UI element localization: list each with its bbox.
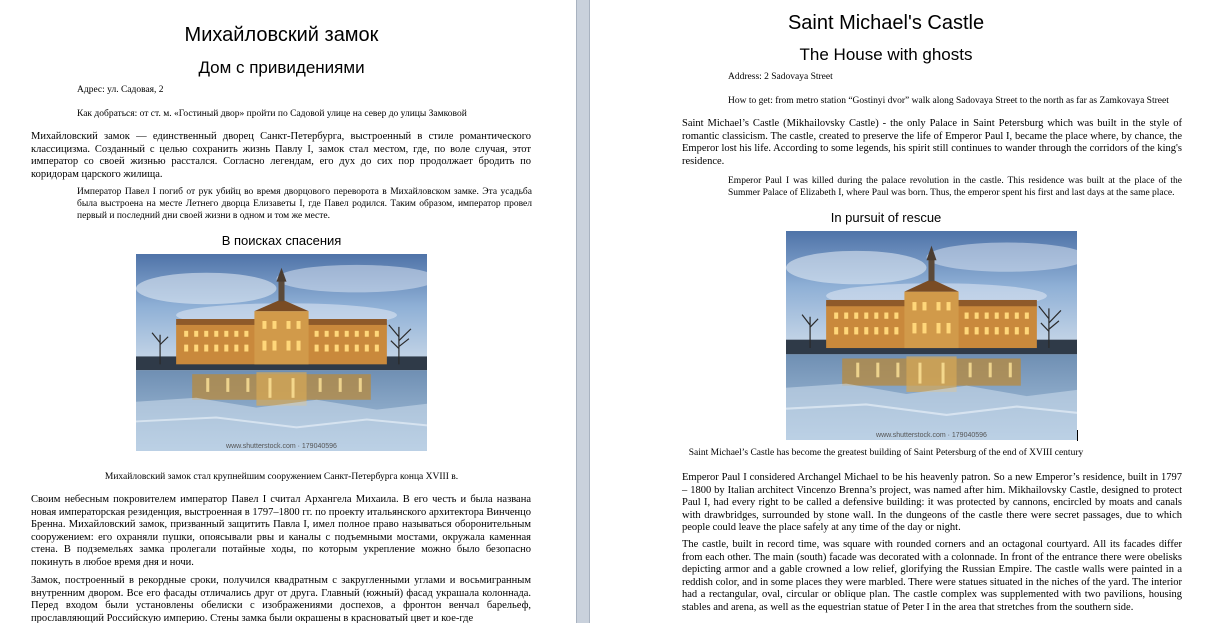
quote-paragraph: Emperor Paul I was killed during the palace revolution in the castle. This residence was built at the place of the Summer Palace of Elizabeth I, where Paul was born. Thus, the emperor spent his first and last days at the same place. [728,176,1182,198]
castle-photo [136,254,427,451]
image-watermark: www.shutterstock.com · 179040596 [876,432,987,439]
section-heading: В поисках спасения [221,233,342,248]
text-cursor [1077,430,1078,441]
image-caption: Saint Michael’s Castle has become the greatest building of Saint Petersburg of the end of XVIII century [688,448,1084,458]
castle-photo [786,231,1077,440]
quote-paragraph: Император Павел I погиб от рук убийц во время дворцового переворота в Михайловском замке. Эта усадьба была выстроена на месте Летнего дворца Елизаветы I, где Павел родился. Таким образом, император провел первый и последний дни своей жизни в одном и том же месте. [77,187,532,221]
english-document-pane[interactable] [590,0,1205,623]
page-subtitle: The House with ghosts [799,45,973,64]
intro-paragraph: Saint Michael’s Castle (Mikhailovsky Castle) - the only Palace in Saint Petersburg which was built in the style of romantic classicism. The castle, created to preserve the life of Emperor Paul I, became the place where, by chance, the Emperor lost his life. According to some legends, his spirit still continues to wander through the corridors of the king's residence. [682,118,1182,167]
intro-paragraph: Михайловский замок — единственный дворец Санкт-Петербурга, выстроенный в стиле романтического классицизма. Созданный с целью сохранить жизнь Павлу I, замок стал местом, где, по воле случая, этот император со своей жизнью расстался. Согласно легендам, его дух до сих пор продолжает бродить по коридорам царского жилища. [31,131,531,180]
body-paragraph-2: The castle, built in record time, was square with rounded corners and an octagonal courtyard. All its facades differ from each other. The main (south) facade was decorated with a colonnade. In front of the entrance there were obelisks depicting armor and a gable crowned a low relief, glorifying the Russian Empire. The castle walls were painted in a reddish color, and in some places they were marbled. There were statues situated in the niches of the yard. The interior had a rectangular, oval, circular or oblique plan. The castle complex was supplemented with two pavilions, housing stables and arena, as well as the equestrian statue of Peter I in the area that stretches from the southern side. [682,539,1182,613]
page-subtitle: Дом с привидениями [198,58,365,77]
image-watermark: www.shutterstock.com · 179040596 [226,443,337,450]
page-title: Saint Michael's Castle [787,12,985,34]
section-heading: In pursuit of rescue [830,210,942,225]
address-line: Address: 2 Sadovaya Street [728,72,833,82]
castle-image [136,254,427,451]
image-caption: Михайловский замок стал крупнейшим сооружением Санкт-Петербурга конца XVIII в. [104,472,459,482]
body-paragraph-1: Своим небесным покровителем император Павел I считал Архангела Михаила. В его честь и была названа новая императорская резиденция, выстроенная в 1797–1800 гг. по проекту итальянского архитектора Винченцо Бренна. Михайловский замок, призванный защитить Павла I, имел полное право называться оборонительным сооружением: его охраняли пушки, опоясывали рвы и каналы с подъемными мостами, окружала каменная стена. В подземельях замка пролегали потайные ходы, по которым укрепление можно было безопасно покинуть в любое время дня и ночи. [31,494,531,568]
body-paragraph-1: Emperor Paul I considered Archangel Michael to be his heavenly patron. So a new Emperor’s residence, built in 1797 – 1800 by Italian architect Vincenzo Brenna’s project, was named after him. Mikhailovsky Castle, designed to protect Paul I, had every right to be called a defensive building: it was protected by cannons, encircled by moats and canals with drawbridges, surrounded by stone wall. In the dungeons of the castle there were secret passages, due to which people could leave the place safely at any time of the day or night. [682,472,1182,534]
body-paragraph-2: Замок, построенный в рекордные сроки, получился квадратным с закругленными углами и восьмигранным внутренним двором. Все его фасады отличались друг от друга. Главный (южный) фасад украшала колоннада. Перед входом были установлены обелиски с изображениями доспехов, а фронтон венчал барельеф, прославляющий Российскую империю. Стены замка были окрашены в красноватый цвет и кое-где [31,575,531,623]
russian-document-pane[interactable] [0,0,576,623]
window-splitter[interactable] [576,0,590,623]
page-title: Михайловский замок [184,24,379,46]
directions-line: How to get: from metro station “Gostinyi dvor” walk along Sadovaya Street to the north as far as Zamkovaya Street [728,96,1169,106]
directions-line: Как добраться: от ст. м. «Гостиный двор» пройти по Садовой улице на север до улицы Замковой [77,109,467,119]
castle-image [786,231,1077,440]
address-line: Адрес: ул. Садовая, 2 [77,85,164,95]
